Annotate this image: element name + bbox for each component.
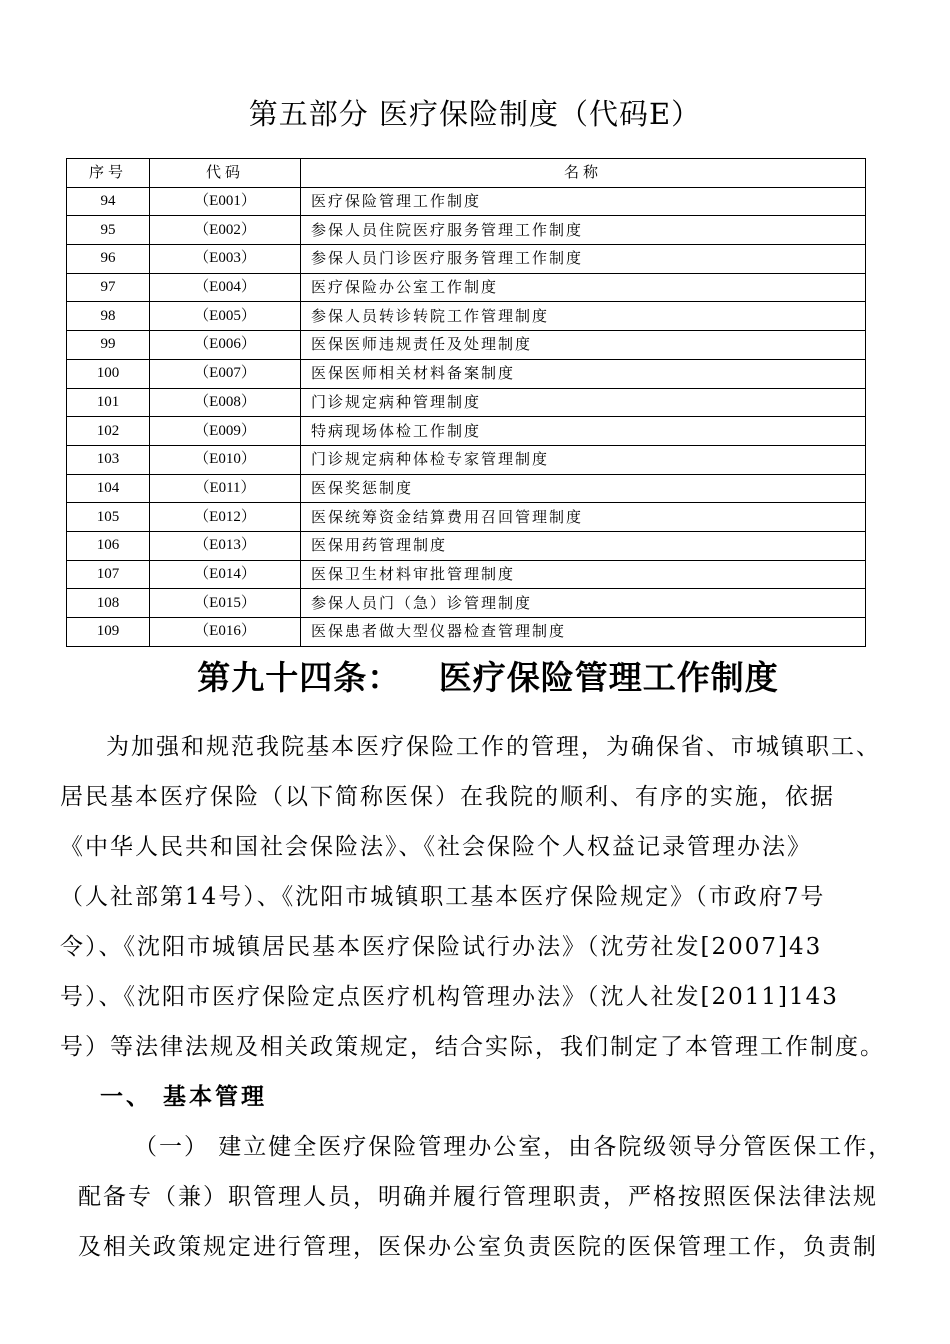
table-row [67,417,866,446]
row-code: （E016） [150,618,301,647]
row-name: 医保奖惩制度 [301,474,866,503]
row-code: （E014） [150,560,301,589]
paragraph-line: 居民基本医疗保险（以下简称医保）在我院的顺利、有序的实施，依据 [60,784,835,810]
article-title: 第九十四条： 医疗保险管理工作制度 [197,658,779,697]
table-row [67,388,866,417]
row-code: （E008） [150,388,301,417]
row-seq: 105 [67,503,150,532]
row-name: 参保人员门诊医疗服务管理工作制度 [301,245,866,274]
paragraph-line: 令）、《沈阳市城镇居民基本医疗保险试行办法》（沈劳社发[2007]43 [60,934,823,960]
row-code: （E005） [150,302,301,331]
row-name: 医疗保险管理工作制度 [301,187,866,216]
paragraph-line: 《中华人民共和国社会保险法》、《社会保险个人权益记录管理办法》 [60,834,812,860]
row-name: 医保医师相关材料备案制度 [301,359,866,388]
paragraph-line: 配备专（兼）职管理人员，明确并履行管理职责，严格按照医保法律法规 [78,1184,878,1210]
row-name: 医保用药管理制度 [301,531,866,560]
paragraph-line: 号）、《沈阳市医疗保险定点医疗机构管理办法》（沈人社发[2011]143 [60,984,839,1010]
row-code: （E006） [150,331,301,360]
table-row [67,331,866,360]
table-row [67,216,866,245]
row-name: 医保统筹资金结算费用召回管理制度 [301,503,866,532]
row-seq: 98 [67,302,150,331]
paragraph-line: （人社部第14号）、《沈阳市城镇职工基本医疗保险规定》（市政府7号 [60,884,826,910]
row-code: （E013） [150,531,301,560]
row-code: （E015） [150,589,301,618]
row-seq: 97 [67,273,150,302]
table-row [67,531,866,560]
row-seq: 94 [67,187,150,216]
row-code: （E003） [150,245,301,274]
paragraph-line: 号）等法律法规及相关政策规定，结合实际，我们制定了本管理工作制度。 [60,1034,885,1060]
paragraph-line: （一） 建立健全医疗保险管理办公室，由各院级领导分管医保工作， [134,1134,894,1160]
row-code: （E007） [150,359,301,388]
row-seq: 101 [67,388,150,417]
row-seq: 109 [67,618,150,647]
paragraph-line: 及相关政策规定进行管理，医保办公室负责医院的医保管理工作，负责制 [78,1234,878,1260]
table-row [67,302,866,331]
row-name: 门诊规定病种体检专家管理制度 [301,445,866,474]
row-seq: 96 [67,245,150,274]
sub-paragraph [78,1122,892,1272]
header-seq: 序号 [67,159,150,188]
page-title: 第五部分 医疗保险制度（代码E） [248,97,702,131]
row-seq: 104 [67,474,150,503]
header-name: 名称 [301,159,866,188]
intro-paragraph [60,722,892,1072]
table-row [67,503,866,532]
section-heading: 一、 基本管理 [100,1083,268,1110]
table-row [67,589,866,618]
table-row [67,187,866,216]
row-code: （E009） [150,417,301,446]
row-name: 医保患者做大型仪器检查管理制度 [301,618,866,647]
row-code: （E012） [150,503,301,532]
row-code: （E011） [150,474,301,503]
row-name: 门诊规定病种管理制度 [301,388,866,417]
header-code: 代码 [150,159,301,188]
row-name: 参保人员门（急）诊管理制度 [301,589,866,618]
row-seq: 108 [67,589,150,618]
table-row [67,273,866,302]
row-code: （E001） [150,187,301,216]
table-row [67,359,866,388]
row-seq: 102 [67,417,150,446]
row-name: 医保卫生材料审批管理制度 [301,560,866,589]
table-row [67,560,866,589]
row-code: （E004） [150,273,301,302]
row-code: （E002） [150,216,301,245]
row-seq: 103 [67,445,150,474]
row-seq: 107 [67,560,150,589]
row-name: 特病现场体检工作制度 [301,417,866,446]
table-row [67,618,866,647]
regulation-index-table [66,158,866,647]
row-name: 参保人员住院医疗服务管理工作制度 [301,216,866,245]
row-seq: 100 [67,359,150,388]
row-seq: 99 [67,331,150,360]
table-row [67,474,866,503]
row-name: 参保人员转诊转院工作管理制度 [301,302,866,331]
row-seq: 95 [67,216,150,245]
table-header-row [67,159,866,188]
table-row [67,245,866,274]
row-seq: 106 [67,531,150,560]
row-code: （E010） [150,445,301,474]
paragraph-line: 为加强和规范我院基本医疗保险工作的管理，为确保省、市城镇职工、 [106,734,881,760]
table-row [67,445,866,474]
row-name: 医保医师违规责任及处理制度 [301,331,866,360]
row-name: 医疗保险办公室工作制度 [301,273,866,302]
